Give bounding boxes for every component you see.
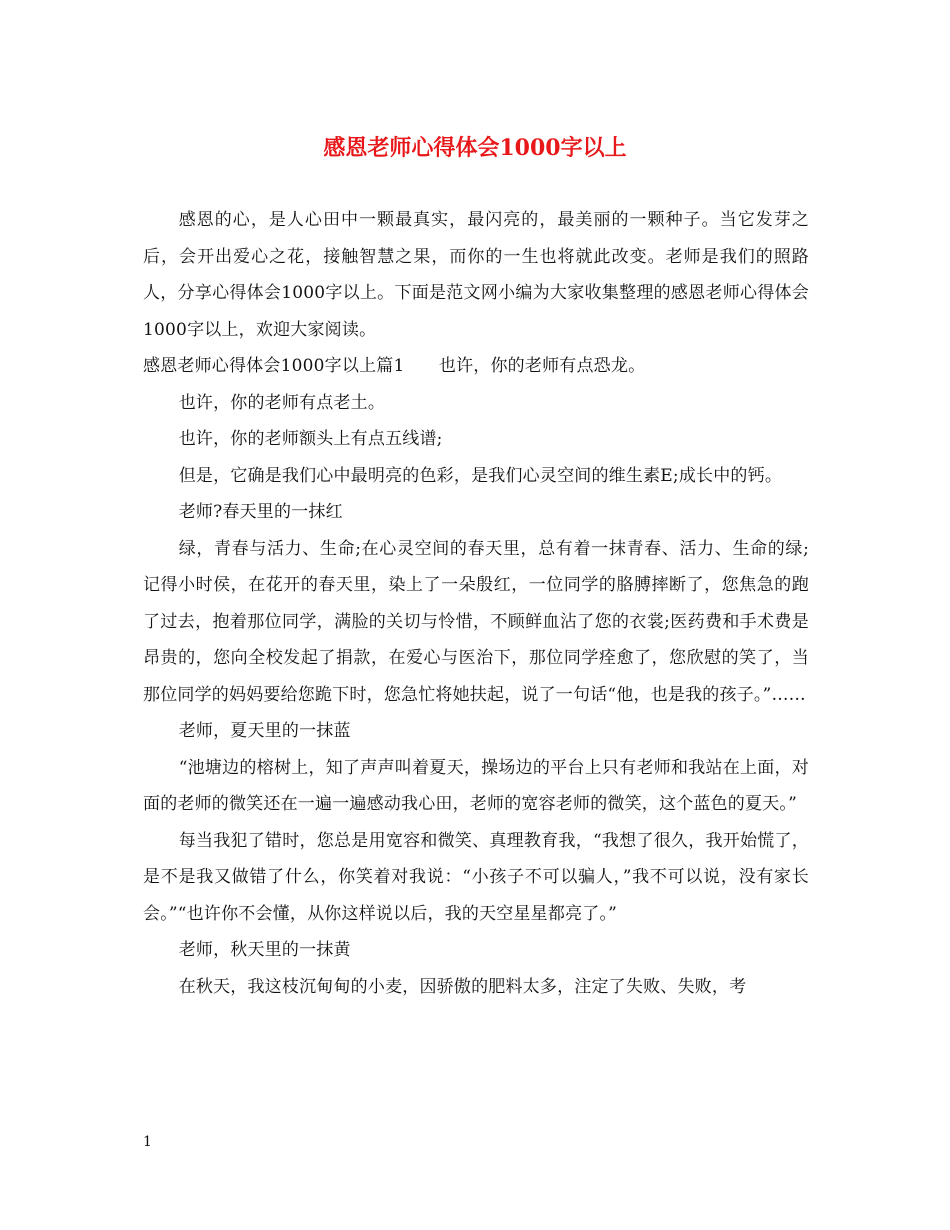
document-body bbox=[143, 202, 809, 1005]
paragraph: 绿，青春与活力、生命;在心灵空间的春天里，总有着一抹青春、活力、生命的绿;记得小时侯，在花开的春天里，染上了一朵殷红，一位同学的胳膊摔断了，您焦急的跑了过去，抱着那位同学，满脸的关切与怜惜，不顾鲜血沾了您的衣裳;医药费和手术费是昂贵的，您向全校发起了捐款，在爱心与医治下，那位同学痊愈了，您欣慰的笑了，当那位同学的妈妈要给您跪下时，您急忙将她扶起，说了一句话“他，也是我的孩子。”…… bbox=[143, 538, 809, 705]
paragraph: 每当我犯了错时，您总是用宽容和微笑、真理教育我，“我想了很久，我开始慌了，是不是我又做错了什么，你笑着对我说：“小孩子不可以骗人，”我不可以说，没有家长会。”“也许你不会懂，从你这样说以后，我的天空星星都亮了。” bbox=[143, 830, 809, 924]
paragraph-subheading-autumn: 老师，秋天里的一抹黄 bbox=[178, 940, 351, 960]
paragraph-subheading-spring: 老师?春天里的一抹红 bbox=[178, 502, 343, 522]
paragraph-subheading-summer: 老师，夏天里的一抹蓝 bbox=[178, 721, 351, 741]
paragraph-intro: 感恩的心，是人心田中一颗最真实，最闪亮的，最美丽的一颗种子。当它发芽之后，会开出爱心之花，接触智慧之果，而你的一生也将就此改变。老师是我们的照路人，分享心得体会1000字以上。下面是范文网小编为大家收集整理的感恩老师心得体会1000字以上，欢迎大家阅读。 bbox=[143, 210, 809, 340]
paragraph: 也许，你的老师有点老土。 bbox=[178, 392, 386, 413]
page-number: 1 bbox=[143, 1134, 152, 1150]
paragraph: 但是，它确是我们心中最明亮的色彩，是我们心灵空间的维生素E;成长中的钙。 bbox=[178, 465, 783, 486]
paragraph: 也许，你的老师额头上有点五线谱; bbox=[178, 429, 443, 449]
paragraph-section-heading: 感恩老师心得体会1000字以上篇1 也许，你的老师有点恐龙。 bbox=[143, 356, 646, 376]
paragraph: 在秋天，我这枝沉甸甸的小麦，因骄傲的肥料太多，注定了失败、失败，考 bbox=[178, 976, 747, 997]
paragraph: “池塘边的榕树上，知了声声叫着夏天，操场边的平台上只有老师和我站在上面，对面的老师的微笑还在一遍一遍感动我心田，老师的宽容老师的微笑，这个蓝色的夏天。” bbox=[143, 757, 809, 814]
document-title: 感恩老师心得体会1000字以上 bbox=[323, 135, 627, 161]
